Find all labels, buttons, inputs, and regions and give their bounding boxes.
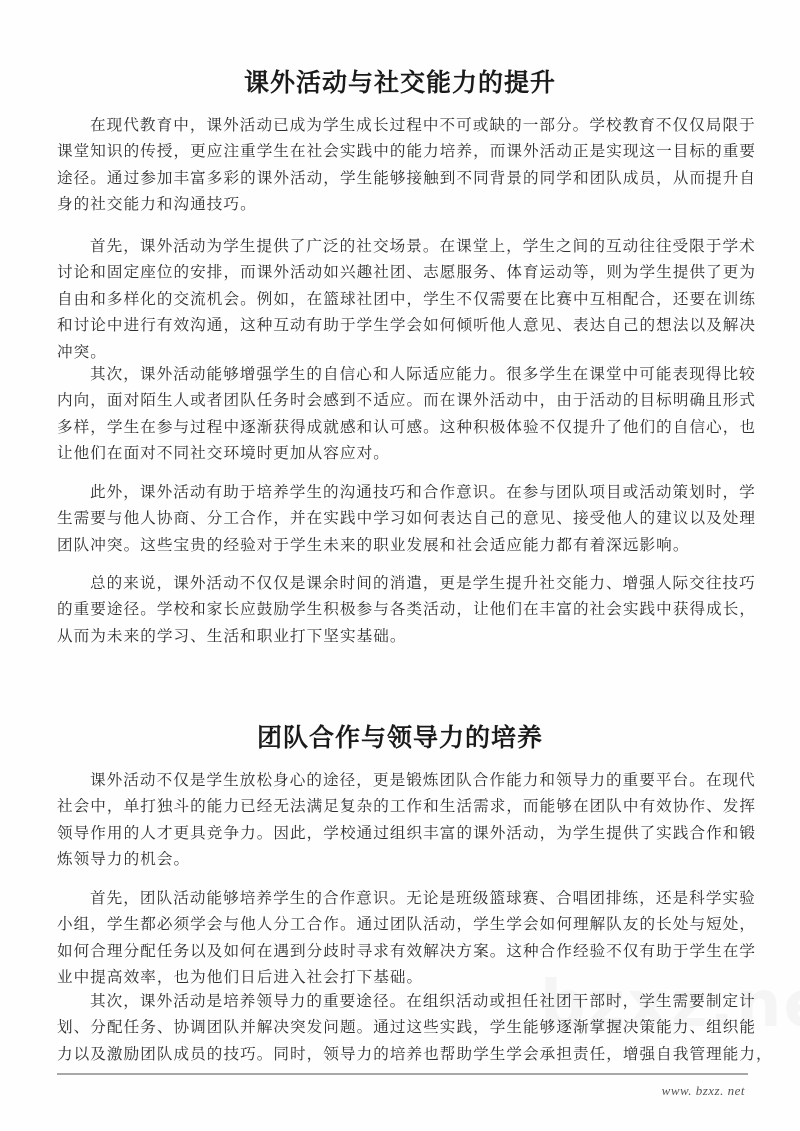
- text-line: 途径。通过参加丰富多彩的课外活动，学生能够接触到不同背景的同学和团队成员，从而提升自: [57, 168, 757, 187]
- text-line: 内向，面对陌生人或者团队任务时会感到不适应。而在课外活动中，由于活动的目标明确且形式: [57, 391, 757, 410]
- text-line: 身的社交能力和沟通技巧。: [57, 195, 257, 214]
- paragraph: [57, 570, 757, 649]
- section-title-social-skills: 课外活动与社交能力的提升: [243, 68, 556, 97]
- text-line: 让他们在面对不同社交环境时更加从容应对。: [57, 444, 390, 463]
- text-line: 团队冲突。这些宝贵的经验对于学生未来的职业发展和社会适应能力都有着深远影响。: [57, 535, 690, 554]
- text-line: 领导作用的人才更具竞争力。因此，学校通过组织丰富的课外活动，为学生提供了实践合作和锻: [57, 823, 757, 842]
- paragraph: [57, 479, 757, 558]
- text-line: 业中提高效率，也为他们日后进入社会打下基础。: [57, 968, 424, 987]
- footer-rule: [57, 1073, 748, 1075]
- paragraph: [57, 885, 757, 991]
- text-line: 讨论和固定座位的安排，而课外活动如兴趣社团、志愿服务、体育运动等，则为学生提供了更为: [57, 263, 757, 282]
- text-line: 的重要途径。学校和家长应鼓励学生积极参与各类活动，让他们在丰富的社会实践中获得成长，: [57, 600, 757, 619]
- text-line: 课堂知识的传授，更应注重学生在社会实践中的能力培养，而课外活动正是实现这一目标的重要: [57, 142, 757, 161]
- text-line: 炼领导力的机会。: [57, 850, 191, 869]
- text-line: 总的来说，课外活动不仅仅是课余时间的消遣，更是学生提升社交能力、增强人际交往技巧: [90, 574, 756, 592]
- section-title-teamwork-leadership: 团队合作与领导力的培养: [256, 723, 543, 752]
- paragraph: [57, 112, 757, 218]
- text-line: 冲突。: [57, 342, 107, 361]
- text-line: 多样，学生在参与过程中逐渐获得成就感和认可感。这种积极体验不仅提升了他们的自信心，也: [57, 417, 757, 436]
- text-line: 首先，课外活动为学生提供了广泛的社交场景。在课堂上，学生之间的互动往往受限于学术: [90, 237, 756, 255]
- text-line: 自由和多样化的交流机会。例如，在篮球社团中，学生不仅需要在比赛中互相配合，还要在训练: [57, 289, 757, 308]
- text-line: 如何合理分配任务以及如何在遇到分歧时寻求有效解决方案。这种合作经验不仅有助于学生在学: [57, 941, 757, 960]
- text-line: 社会中，单打独斗的能力已经无法满足复杂的工作和生活需求，而能够在团队中有效协作、发挥: [57, 797, 757, 816]
- text-line: 从而为未来的学习、生活和职业打下坚实基础。: [57, 626, 407, 645]
- footer-site-url: www. bzxz. net: [661, 1083, 745, 1098]
- text-line: 和讨论中进行有效沟通，这种互动有助于学生学会如何倾听他人意见、表达自己的想法以及解决: [57, 316, 757, 335]
- text-line: 小组，学生都必须学会与他人分工合作。通过团队活动，学生学会如何理解队友的长处与短处，: [57, 915, 757, 934]
- text-line: 其次，课外活动是培养领导力的重要途径。在组织活动或担任社团干部时，学生需要制定计: [90, 992, 756, 1010]
- text-line: 首先，团队活动能够培养学生的合作意识。无论是班级篮球赛、合唱团排练，还是科学实验: [90, 889, 756, 907]
- text-line: 其次，课外活动能够增强学生的自信心和人际适应能力。很多学生在课堂中可能表现得比较: [90, 365, 756, 383]
- text-line: 在现代教育中，课外活动已成为学生成长过程中不可或缺的一部分。学校教育不仅仅局限于: [90, 116, 756, 134]
- text-line: 此外，课外活动有助于培养学生的沟通技巧和合作意识。在参与团队项目或活动策划时，学: [90, 483, 756, 501]
- text-line: 划、分配任务、协调团队并解决突发问题。通过这些实践，学生能够逐渐掌握决策能力、组织能: [57, 1018, 757, 1037]
- text-line: 课外活动不仅是学生放松身心的途径，更是锻炼团队合作能力和领导力的重要平台。在现代: [90, 771, 756, 789]
- text-line: 生需要与他人协商、分工合作，并在实践中学习如何表达自己的意见、接受他人的建议以及处理: [57, 509, 757, 528]
- paragraph: [57, 233, 757, 365]
- paragraph: [57, 767, 757, 873]
- text-line: 力以及激励团队成员的技巧。同时，领导力的培养也帮助学生学会承担责任，增强自我管理能力，: [57, 1044, 773, 1063]
- paragraph: [57, 988, 773, 1067]
- paragraph: [57, 361, 757, 467]
